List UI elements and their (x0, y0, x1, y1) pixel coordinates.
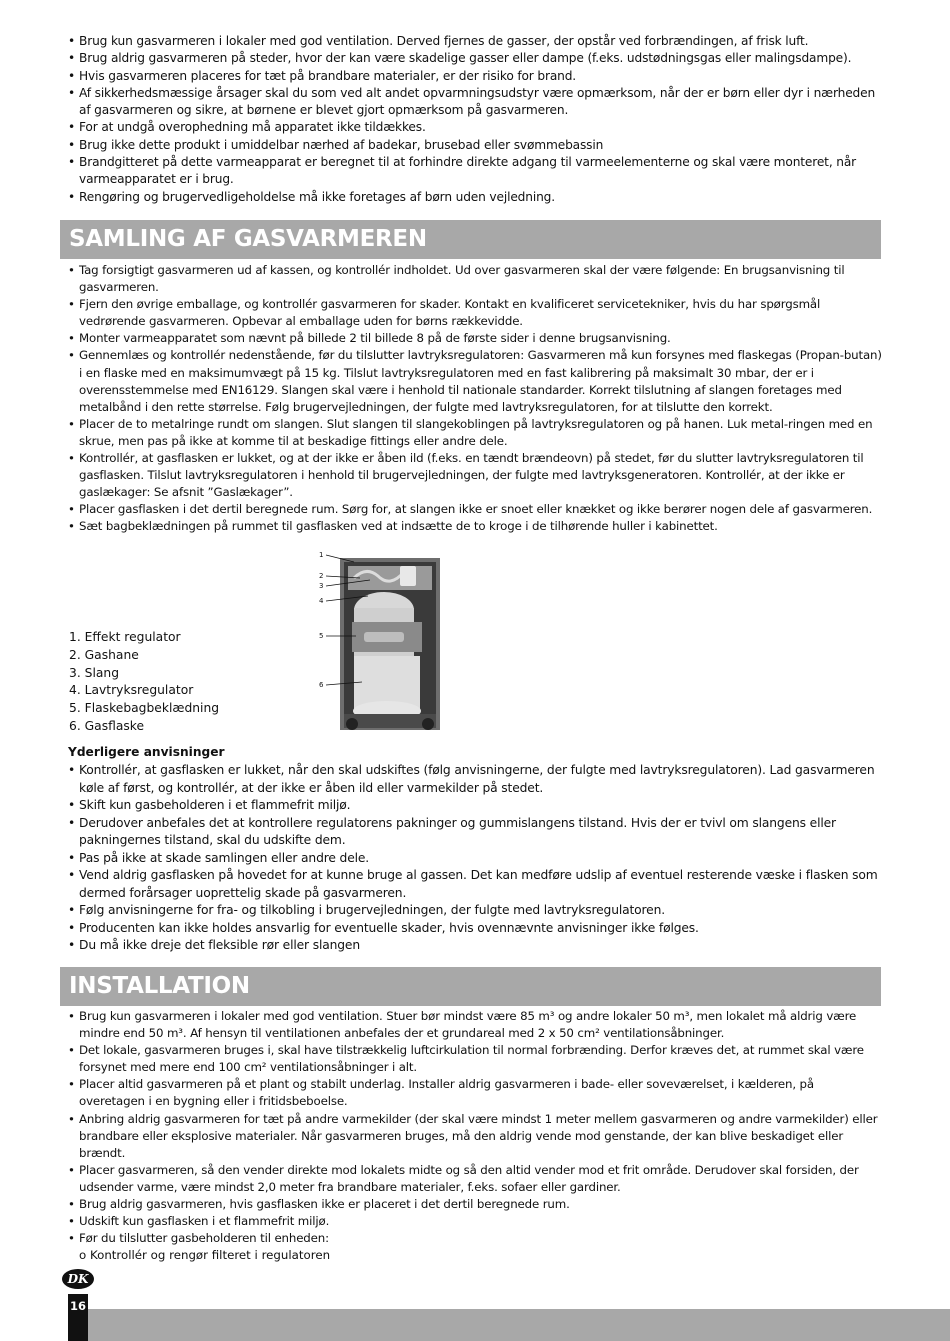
list-item: • Tag forsigtigt gasvarmeren ud af kassen, og kontrollér indholdet. Ud over gasvarmeren skal der være følgende: En brugsanvisning til gasvarmeren. (68, 262, 883, 296)
assembly-bullet-list (68, 262, 883, 536)
callout-label: 3 (319, 582, 324, 590)
page-number: 16 (68, 1294, 88, 1341)
list-item: • Vend aldrig gasflasken på hovedet for at kunne bruge al gassen. Det kan medføre udslip af eventuel resterende væske i flasken som dermed forårsager uoprettelig skade på gasvarmeren. (68, 867, 883, 902)
callout-label: 2 (319, 572, 324, 580)
list-item: • Brug aldrig gasvarmeren, hvis gasflasken ikke er placeret i det dertil beregnede rum. (68, 1196, 883, 1213)
list-item: • Brug aldrig gasvarmeren på steder, hvor der kan være skadelige gasser eller dampe (f.eks. udstødningsgas eller malingsdampe). (68, 50, 883, 67)
list-item: • Følg anvisningerne for fra- og tilkobling i brugervejledningen, der fulgte med lavtryksregulatoren. (68, 902, 883, 920)
heater-gas-bottle-photo (314, 548, 444, 733)
list-item: • Skift kun gasbeholderen i et flammefrit miljø. (68, 797, 883, 815)
list-item: • Gennemlæs og kontrollér nedenstående, før du tilslutter lavtryksregulatoren: Gasvarmeren må kun forsynes med flaskegas (Propan-butan) i en flaske med en maksimumvægt på 15 kg. Tilslut lavtryksregulatoren med en fast kalibrering på maksimalt 30 mbar, der er i overensstemmelse med EN16129. Slangen skal være i henhold til nationale standarder. Korrekt tilslutning af slangen foretages med metalbånd i den rette størrelse. Følg brugervejledningen, der fulgte med lavtryksregulatoren, for at tilslutte den korrekt. (68, 347, 883, 415)
list-item: • Placer de to metalringe rundt om slangen. Slut slangen til slangekoblingen på lavtryksregulatoren og på hanen. Luk metal-ringen med en skrue, men pas på ikke at komme til at beskadige fittings eller andre dele. (68, 416, 883, 450)
list-item: • Sæt bagbeklædningen på rummet til gasflasken ved at indsætte de to kroge i de tilhørende huller i kabinettet. (68, 518, 883, 535)
installation-block (0, 1008, 883, 1264)
sub-list-item: o Kontrollér og rengør filteret i regulatoren (79, 1248, 331, 1263)
parts-legend (69, 629, 219, 736)
parts-legend-item: 5. Flaskebagbeklædning (69, 701, 220, 716)
safety-bullet-list (68, 33, 883, 206)
list-item: • Af sikkerhedsmæssige årsager skal du som ved alt andet opvarmningsudstyr være opmærksom, når der er børn eller dyr i nærheden af gasvarmeren og sikre, at børnene er blevet gjort opmærksom på gasvarmeren. (68, 85, 883, 120)
parts-legend-item: 3. Slang (69, 665, 119, 680)
callout-label: 6 (319, 681, 324, 689)
list-item: • Producenten kan ikke holdes ansvarlig for eventuelle skader, hvis ovennævnte anvisninger ikke følges. (68, 920, 883, 938)
list-item: • Derudover anbefales det at kontrollere regulatorens pakninger og gummislangens tilstand. Hvis der er tvivl om slangens eller pakningernes tilstand, skal du udskifte dem. (68, 815, 883, 850)
list-item: • Rengøring og brugervedligeholdelse må ikke foretages af børn uden vejledning. (68, 189, 883, 206)
parts-legend-item: 6. Gasflaske (69, 718, 145, 733)
further-instructions-list (68, 762, 883, 955)
list-item: • Fjern den øvrige emballage, og kontrollér gasvarmeren for skader. Kontakt en kvalificeret servicetekniker, hvis du har spørgsmål vedrørende gasvarmeren. Opbevar al emballage uden for børns rækkevidde. (68, 296, 883, 330)
list-item: • Det lokale, gasvarmeren bruges i, skal have tilstrækkelig luftcirkulation til normal forbrænding. Derfor kræves det, at rummet skal være forsynet med mere end 100 cm² ventilationsåbninger i alt. (68, 1042, 883, 1076)
list-item: • Hvis gasvarmeren placeres for tæt på brandbare materialer, er der risiko for brand. (68, 68, 883, 85)
list-item: • Brug ikke dette produkt i umiddelbar nærhed af badekar, brusebad eller svømmebassin (68, 137, 883, 154)
list-item: • Brandgitteret på dette varmeapparat er beregnet til at forhindre direkte adgang til varmeelementerne og skal være monteret, når varmeapparatet er i brug. (68, 154, 883, 189)
callout-label: 1 (319, 551, 324, 559)
section-header-assembly (60, 220, 881, 259)
section-title: INSTALLATION (69, 973, 250, 999)
callout-label: 5 (319, 632, 324, 640)
installation-bullet-list (68, 1008, 883, 1247)
list-item: • Placer gasflasken i det dertil beregnede rum. Sørg for, at slangen ikke er snoet eller knækket og ikke berører nogen dele af gasvarmeren. (68, 501, 883, 518)
parts-legend-item: 2. Gashane (69, 647, 139, 662)
list-item: • Anbring aldrig gasvarmeren for tæt på andre varmekilder (der skal være mindst 1 meter mellem gasvarmeren og andre varmekilder) eller brandbare eller eksplosive materialer. Når gasvarmeren bruges, må den aldrig vende mod genstande, der kan blive beskadiget eller brændt. (68, 1111, 883, 1162)
section-header-installation (60, 967, 881, 1006)
callout-label: 4 (319, 597, 324, 605)
list-item: • Brug kun gasvarmeren i lokaler med god ventilation. Stuer bør mindst være 85 m³ og andre lokaler 50 m³, men lokalet må aldrig være mindre end 50 m³. Af hensyn til ventilationen anbefales der et grundareal med 2 x 50 cm² ventilationsåbninger. (68, 1008, 883, 1042)
list-item: • Før du tilslutter gasbeholderen til enheden: (68, 1230, 883, 1247)
list-item: • Pas på ikke at skade samlingen eller andre dele. (68, 850, 883, 868)
list-item: • Kontrollér, at gasflasken er lukket, og at der ikke er åben ild (f.eks. en tændt brændeovn) på stedet, før du slutter lavtryksregulatoren til gasflasken. Tilslut lavtryksregulatoren i henhold til brugervejledningen, der fulgte med lavtryksgeneratoren. Kontrollér, at der ikke er gaslækager: Se afsnit ”Gaslækager”. (68, 450, 883, 501)
list-item: • Placer altid gasvarmeren på et plant og stabilt underlag. Installer aldrig gasvarmeren i bade- eller soveværelset, i kælderen, på overetagen i en bygning eller i fritidsbeboelse. (68, 1076, 883, 1110)
list-item: • Brug kun gasvarmeren i lokaler med god ventilation. Derved fjernes de gasser, der opstår ved forbrændingen, af frisk luft. (68, 33, 883, 50)
parts-legend-item: 4. Lavtryksregulator (69, 683, 194, 698)
sub-heading: Yderligere anvisninger (68, 745, 225, 759)
parts-legend-item: 1. Effekt regulator (69, 630, 181, 644)
list-item: • Du må ikke dreje det fleksible rør eller slangen (68, 937, 883, 955)
list-item: • Udskift kun gasflasken i et flammefrit miljø. (68, 1213, 883, 1230)
list-item: • Kontrollér, at gasflasken er lukket, når den skal udskiftes (følg anvisningerne, der fulgte med lavtryksregulatoren). Lad gasvarmeren køle af først, og kontrollér, at der ikke er åben ild eller varmekilder på stedet. (68, 762, 883, 797)
footer-band (88, 1309, 950, 1341)
list-item: • For at undgå overophedning må apparatet ikke tildækkes. (68, 119, 883, 136)
list-item: • Placer gasvarmeren, så den vender direkte mod lokalets midte og så den altid vender mod et frit område. Derudover skal forsiden, der udsender varme, være mindst 2,0 meter fra brandbare materialer, f.eks. sofaer eller gardiner. (68, 1162, 883, 1196)
language-badge: DK (62, 1269, 94, 1289)
section-title: SAMLING AF GASVARMEREN (69, 226, 427, 252)
list-item: • Monter varmeapparatet som nævnt på billede 2 til billede 8 på de første sider i denne brugsanvisning. (68, 330, 883, 347)
